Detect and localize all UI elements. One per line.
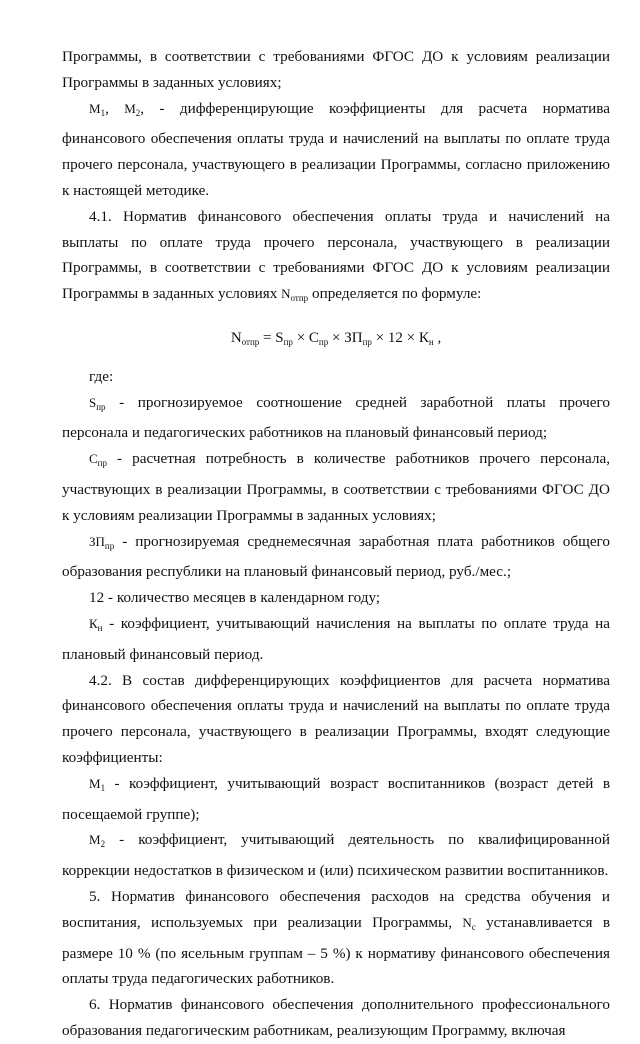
where-label: где:	[89, 367, 114, 385]
symbol-m1-def: $М_1$	[89, 775, 106, 793]
definition-spr: $S_{пр}$ - прогнозируемое соотношение средней заработной платы прочего персонала и педагогических работников на плановый финансовый период;	[62, 393, 610, 442]
coefficient-m2: $М_2$ - коэффициент, учитывающий деятельность по квалифицированной коррекции недостатков в физическом и (или) психическом развитии воспитанников.	[62, 831, 610, 880]
definition-zppr: $ЗП_{пр}$ - прогнозируемая среднемесячная заработная плата работников общего образования республики на плановый финансовый период, руб./мес.;	[62, 532, 610, 581]
paragraph-4-2: 4.2. В состав дифференцирующих коэффициентов для расчета норматива финансового обеспечения оплаты труда и начислений на выплаты по оплате труда прочего персонала, участвующего в реализации Программы, входят следующие коэффициенты:	[62, 671, 610, 766]
paragraph-6: 6. Норматив финансового обеспечения дополнительного профессионального образования педагогическим работникам, реализующим Программу, включая	[62, 996, 610, 1039]
paragraph-differentiating-coefficients: $М_1$, $М_2$, - дифференцирующие коэффициенты для расчета норматива финансового обеспечения оплаты труда и начислений на выплаты по оплате труда прочего персонала, участвующего в реализации Программы, согласно приложению к настоящей методике.	[62, 99, 610, 199]
symbol-zppr: $ЗП_{пр}$	[89, 533, 115, 551]
symbol-nc: $N_с$	[462, 914, 476, 932]
paragraph-4-1: 4.1. Норматив финансового обеспечения оплаты труда и начислений на выплаты по оплате труда прочего персонала, участвующего в реализации Программы, в соответствии с требованиями ФГОС ДО к условиям реализации Программы в заданных условиях $N_{отпр}$ определяется по формуле:	[62, 207, 610, 304]
coefficient-m1: $М_1$ - коэффициент, учитывающий возраст воспитанников (возраст детей в посещаемой группе);	[62, 774, 610, 823]
symbol-spr: $S_{пр}$	[89, 394, 106, 412]
formula-notpr: $N_{отпр} = S_{пр} \times С_{пр} \times ЗП_{пр} \times 12 \times К_н$ ,	[230, 329, 442, 347]
symbol-kn: $К_н$	[89, 615, 103, 633]
symbol-cpr: $С_{пр}$	[89, 451, 107, 469]
symbol-m2-def: $М_2$	[89, 832, 106, 850]
symbol-notpr: $N_{отпр}$	[281, 286, 309, 304]
definition-cpr: $С_{пр}$ - расчетная потребность в количестве работников прочего персонала, участвующих в реализации Программы, в соответствии с требованиями ФГОС ДО к условиям реализации Программы в заданных условиях;	[62, 450, 610, 524]
definition-kn: $К_н$ - коэффициент, учитывающий начисления на выплаты по оплате труда на плановый финансовый период.	[62, 614, 610, 663]
symbol-m1: $М_1$	[89, 100, 106, 118]
symbol-m2: $М_2$	[124, 100, 141, 118]
definition-12: 12 - количество месяцев в календарном году;	[89, 589, 381, 607]
paragraph-continuation: Программы, в соответствии с требованиями ФГОС ДО к условиям реализации Программы в заданных условиях;	[62, 48, 610, 91]
paragraph-5: 5. Норматив финансового обеспечения расходов на средства обучения и воспитания, используемых при реализации Программы, $N_с$ устанавливается в размере 10 % (по ясельным группам – 5 %) к нормативу финансового обеспечения оплаты труда педагогических работников.	[62, 887, 611, 988]
document-page	[62, 44, 610, 1044]
